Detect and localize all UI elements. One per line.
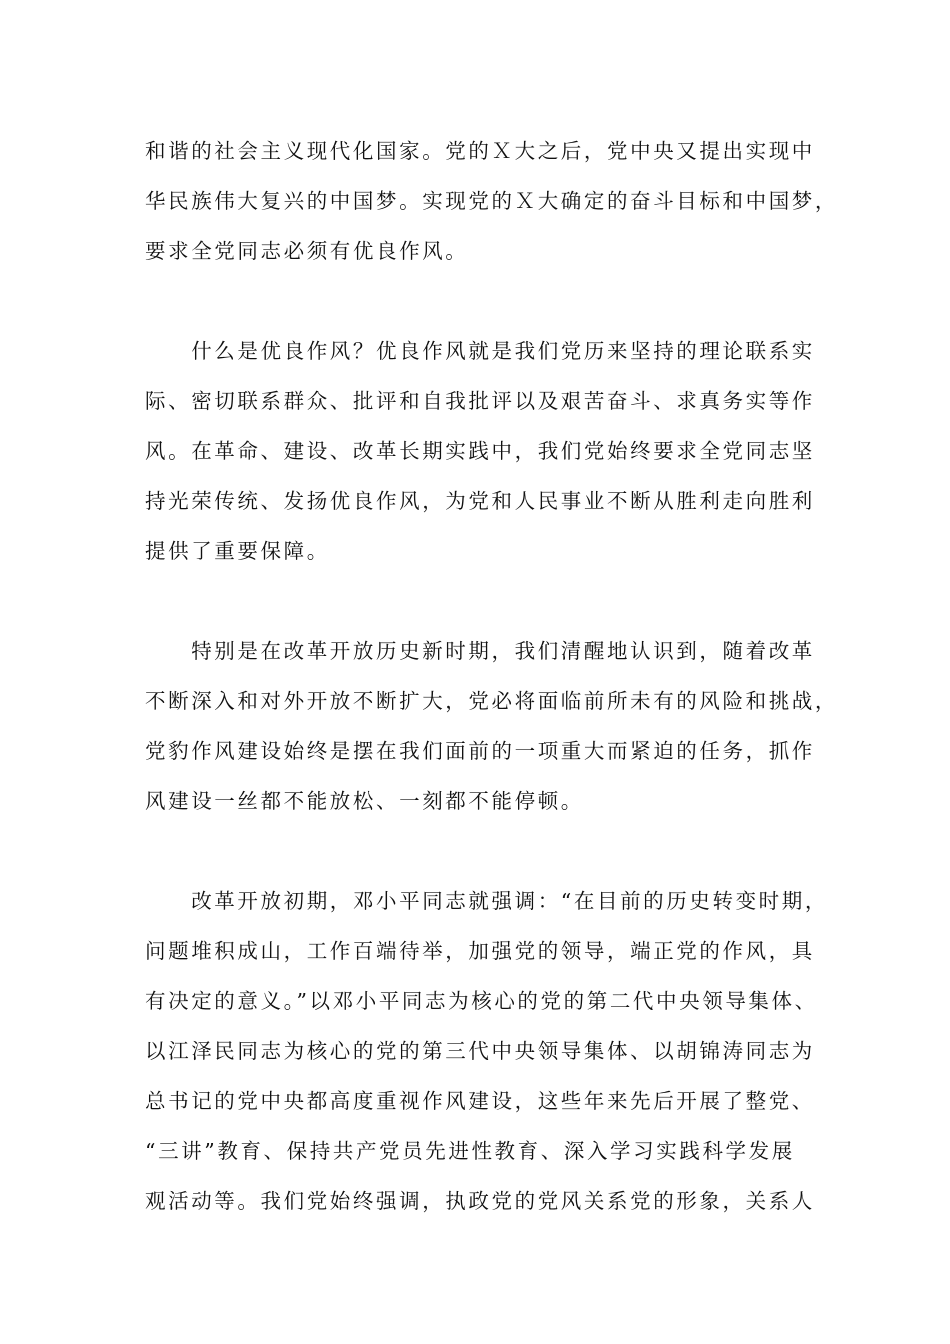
text-line: 总书记的党中央都高度重视作风建设，这些年来先后开展了整党、 [145, 1089, 815, 1113]
paragraph-1 [145, 126, 838, 276]
text-line: 特别是在改革开放历史新时期，我们清醒地认识到，随着改革 [145, 639, 815, 663]
text-line: 要求全党同志必须有优良作风。 [145, 239, 469, 263]
text-line: 不断深入和对外开放不断扩大，党必将面临前所未有的风险和挑战， [145, 689, 838, 713]
text-line: 提供了重要保障。 [145, 539, 330, 563]
text-line: 改革开放初期，邓小平同志就强调：“在目前的历史转变时期， [145, 889, 828, 913]
text-line: 和谐的社会主义现代化国家。党的Ｘ大之后，党中央又提出实现中 [145, 139, 815, 163]
text-line: 以江泽民同志为核心的党的第三代中央领导集体、以胡锦涛同志为 [145, 1039, 815, 1063]
text-line: 际、密切联系群众、批评和自我批评以及艰苦奋斗、求真务实等作 [145, 389, 815, 413]
paragraph-3 [145, 626, 838, 826]
text-line: “三讲”教育、保持共产党员先进性教育、深入学习实践科学发展 [145, 1139, 795, 1163]
text-line: 风建设一丝都不能放松、一刻都不能停顿。 [145, 789, 584, 813]
text-line: 有决定的意义。”以邓小平同志为核心的党的第二代中央领导集体、 [145, 989, 818, 1013]
text-line: 风。在革命、建设、改革长期实践中，我们党始终要求全党同志坚 [145, 439, 815, 463]
text-line: 问题堆积成山，工作百端待举，加强党的领导，端正党的作风，具 [145, 939, 815, 963]
paragraph-4 [145, 876, 828, 1226]
text-line: 华民族伟大复兴的中国梦。实现党的Ｘ大确定的奋斗目标和中国梦， [145, 189, 838, 213]
text-line: 持光荣传统、发扬优良作风，为党和人民事业不断从胜利走向胜利 [145, 489, 815, 513]
text-line: 什么是优良作风？优良作风就是我们党历来坚持的理论联系实 [145, 339, 815, 363]
paragraph-2 [145, 326, 815, 576]
text-line: 观活动等。我们党始终强调，执政党的党风关系党的形象，关系人 [145, 1189, 815, 1213]
text-line: 党豹作风建设始终是摆在我们面前的一项重大而紧迫的任务，抓作 [145, 739, 815, 763]
